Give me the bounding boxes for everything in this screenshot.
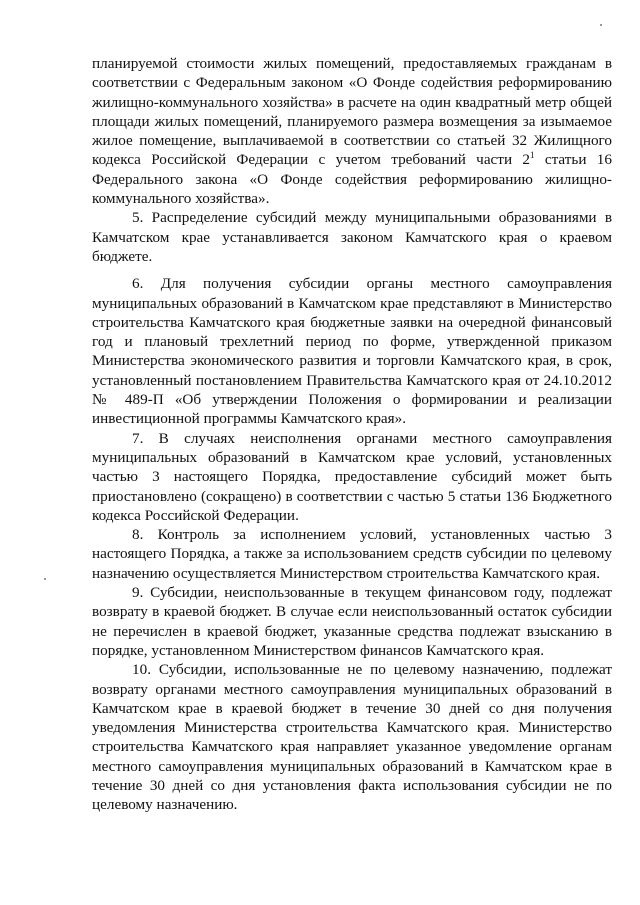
- superscript-index: 1: [530, 150, 535, 161]
- paragraph-5: 5. Распределение субсидий между муниципальными образованиями в Камчатском крае устанавливается законом Камчатского края о краевом бюджете.: [92, 209, 612, 265]
- paragraph-6: 6. Для получения субсидии органы местного самоуправления муниципальных образований в Камчатском крае представляют в Министерство строительства Камчатского края бюджетные заявки на очередной финансовый год и плановый трехлетний период по форме, утвержденной приказом Министерства экономического развития и торговли Камчатского края, в срок, установленный постановлением Правительства Камчатского края от 24.10.2012 № 489-П «Об утверждении Положения о формировании и реализации инвестиционной программы Камчатского края».: [92, 275, 612, 428]
- document-body: [92, 54, 612, 815]
- scan-speck: [44, 578, 46, 580]
- paragraph-continuation-text-a: планируемой стоимости жилых помещений, предоставляемых гражданам в соответствии с Федеральным законом «О Фонде содействия реформированию жилищно-коммунального хозяйства» в расчете на один квадратный метр общей площади жилых помещений, планируемого размера возмещения за изымаемое жилое помещение, выплачиваемой в соответствии со статьей 32 Жилищного кодекса Российской Федерации с учетом требований части 2: [92, 55, 612, 169]
- scan-speck: [600, 24, 602, 26]
- paragraph-10: 10. Субсидии, использованные не по целевому назначению, подлежат возврату органами местного самоуправления муниципальных образований в Камчатском крае в краевой бюджет в течение 30 дней со дня получения уведомления Министерства строительства Камчатского края. Министерство строительства Камчатского края направляет указанное уведомление органам местного самоуправления муниципальных образований в Камчатском крае в течение 30 дней со дня установления факта использования субсидии не по целевому назначению.: [92, 661, 612, 814]
- paragraph-continuation: [92, 54, 612, 208]
- paragraph-8: 8. Контроль за исполнением условий, установленных частью 3 настоящего Порядка, а также за использованием средств субсидии по целевому назначению осуществляется Министерством строительства Камчатского края.: [92, 526, 612, 582]
- paragraph-continuation-text-b: статьи 16 Федерального закона «О Фонде содействия реформированию жилищно-коммунального хозяйства».: [92, 151, 612, 208]
- paragraph-7: 7. В случаях неисполнения органами местного самоуправления муниципальных образований в Камчатском крае условий, установленных частью 3 настоящего Порядка, предоставление субсидий может быть приостановлено (сокращено) в соответствии с частью 5 статьи 136 Бюджетного кодекса Российской Федерации.: [92, 429, 612, 524]
- paragraph-9: 9. Субсидии, неиспользованные в текущем финансовом году, подлежат возврату в краевой бюджет. В случае если неиспользованный остаток субсидии не перечислен в краевой бюджет, указанные средства подлежат взысканию в порядке, установленном Министерством финансов Камчатского края.: [92, 584, 612, 659]
